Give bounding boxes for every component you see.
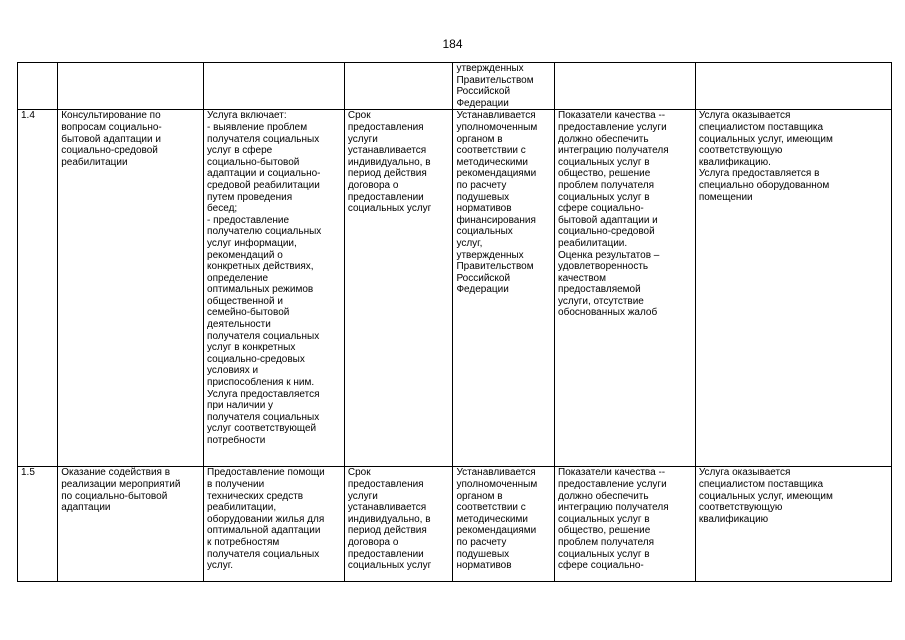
cell-service-name: Консультирование по вопросам социально- бытовой адаптации и социально-средовой реабилитации [58,110,204,467]
cell-service-description [204,63,345,110]
cell-conditions: Услуга оказывается специалистом поставщика социальных услуг, имеющим соответствующую квалификацию [695,467,891,582]
cell-conditions: Услуга оказывается специалистом поставщика социальных услуг, имеющим соответствующую квалификацию. Услуга предоставляется в специально оборудованном помещении [695,110,891,467]
cell-quality-indicators: Показатели качества -- предоставление услуги должно обеспечить интеграцию получателя социальных услуг в общество, решение проблем получателя социальных услуг в сфере социально- бытовой адаптации и социально-средовой реабилитации. Оценка результатов – удовлетворенность качеством предоставляемой услуги, отсутствие обоснованных жалоб [555,110,696,467]
cell-conditions [695,63,891,110]
cell-service-term: Срок предоставления услуги устанавливается индивидуально, в период действия договора о предоставлении социальных услуг [344,467,453,582]
table-row-1-5 [18,467,892,582]
cell-tariff: утвержденных Правительством Российской Федерации [453,63,555,110]
cell-number: 1.4 [18,110,58,467]
table-row-1-4 [18,110,892,467]
cell-service-term: Срок предоставления услуги устанавливается индивидуально, в период действия договора о предоставлении социальных услуг [344,110,453,467]
cell-quality-indicators [555,63,696,110]
cell-number: 1.5 [18,467,58,582]
cell-tariff: Устанавливается уполномоченным органом в соответствии с методическими рекомендациями по расчету подушевых нормативов финансирования социальных услуг, утвержденных Правительством Российской Федерации [453,110,555,467]
cell-service-name [58,63,204,110]
cell-tariff: Устанавливается уполномоченным органом в соответствии с методическими рекомендациями по расчету подушевых нормативов [453,467,555,582]
services-table [17,62,892,582]
cell-quality-indicators: Показатели качества -- предоставление услуги должно обеспечить интеграцию получателя социальных услуг в общество, решение проблем получателя социальных услуг в сфере социально- [555,467,696,582]
cell-service-term [344,63,453,110]
page-number: 184 [442,37,463,51]
cell-service-description: Услуга включает: - выявление проблем получателя социальных услуг в сфере социально-бытовой адаптации и социально- средовой реабилитации путем проведения бесед; - предоставление получателю социальных услуг информации, рекомендаций о конкретных действиях, определение оптимальных режимов общественной и семейно-бытовой деятельности получателя социальных услуг в конкретных социально-средовых условиях и приспособления к ним. Услуга предоставляется при наличии у получателя социальных услуг соответствующей потребности [204,110,345,467]
table-row-continuation [18,63,892,110]
cell-service-name: Оказание содействия в реализации мероприятий по социально-бытовой адаптации [58,467,204,582]
cell-number [18,63,58,110]
cell-service-description: Предоставление помощи в получении технических средств реабилитации, оборудовании жилья для оптимальной адаптации к потребностям получателя социальных услуг. [204,467,345,582]
